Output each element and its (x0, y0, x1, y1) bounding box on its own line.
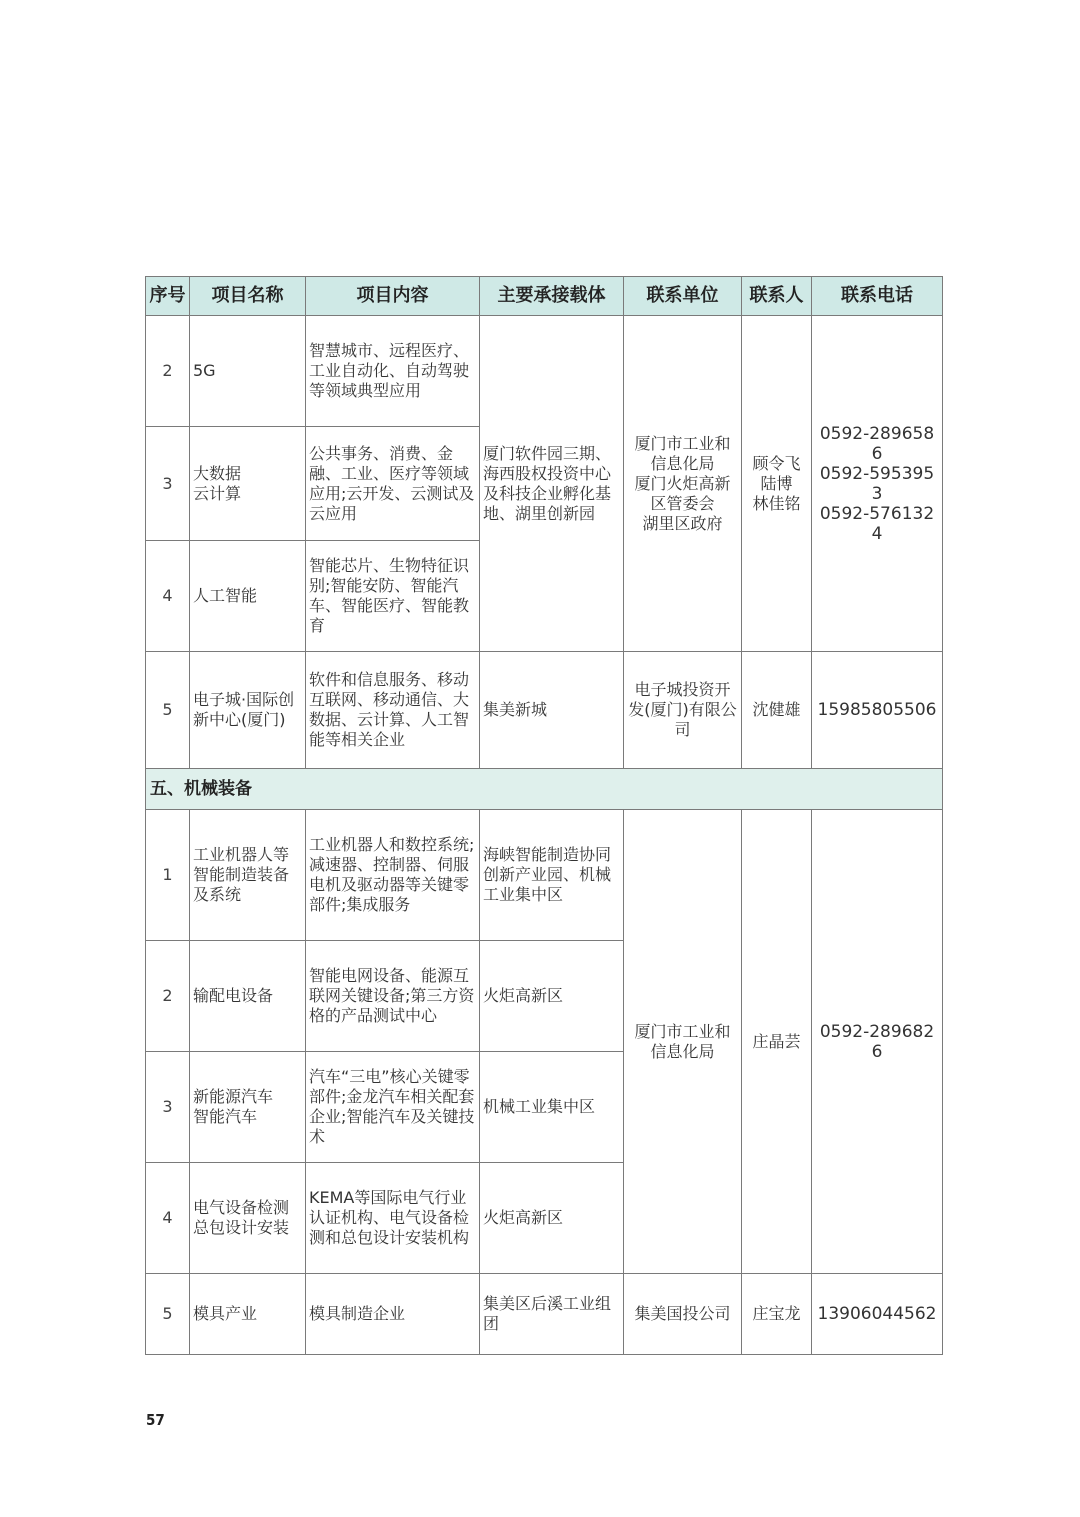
carrier: 火炬高新区 (480, 941, 624, 1052)
row-index: 2 (146, 316, 190, 427)
project-name: 人工智能 (190, 541, 306, 652)
carrier: 集美新城 (480, 652, 624, 769)
project-name: 输配电设备 (190, 941, 306, 1052)
project-name: 电子城·国际创新中心(厦门) (190, 652, 306, 769)
project-name: 电气设备检测总包设计安装 (190, 1163, 306, 1274)
contact-phone: 0592-2896826 (812, 810, 943, 1274)
project-name: 新能源汽车 智能汽车 (190, 1052, 306, 1163)
project-name: 大数据 云计算 (190, 427, 306, 541)
contact-phone: 13906044562 (812, 1274, 943, 1355)
contact-unit: 电子城投资开发(厦门)有限公司 (624, 652, 742, 769)
header-phone: 联系电话 (812, 277, 943, 316)
contact-unit: 厦门市工业和信息化局 厦门火炬高新区管委会 湖里区政府 (624, 316, 742, 652)
contact-person: 沈健雄 (742, 652, 812, 769)
section-title: 五、机械装备 (146, 769, 943, 810)
project-name: 工业机器人等智能制造装备及系统 (190, 810, 306, 941)
project-content: 工业机器人和数控系统;减速器、控制器、伺服电机及驱动器等关键零部件;集成服务 (306, 810, 480, 941)
row-index: 3 (146, 427, 190, 541)
row-index: 4 (146, 541, 190, 652)
project-name: 5G (190, 316, 306, 427)
project-content: 智能电网设备、能源互联网关键设备;第三方资格的产品测试中心 (306, 941, 480, 1052)
carrier: 火炬高新区 (480, 1163, 624, 1274)
contact-person: 庄晶芸 (742, 810, 812, 1274)
carrier: 厦门软件园三期、海西股权投资中心及科技企业孵化基地、湖里创新园 (480, 316, 624, 652)
table-row (146, 810, 943, 941)
row-index: 5 (146, 652, 190, 769)
header-project-name: 项目名称 (190, 277, 306, 316)
project-content: 汽车“三电”核心关键零部件;金龙汽车相关配套企业;智能汽车及关键技术 (306, 1052, 480, 1163)
table-row (146, 316, 943, 427)
header-index: 序号 (146, 277, 190, 316)
row-index: 3 (146, 1052, 190, 1163)
project-content: 模具制造企业 (306, 1274, 480, 1355)
header-carrier: 主要承接载体 (480, 277, 624, 316)
header-contact-unit: 联系单位 (624, 277, 742, 316)
carrier: 机械工业集中区 (480, 1052, 624, 1163)
project-content: 软件和信息服务、移动互联网、移动通信、大数据、云计算、人工智能等相关企业 (306, 652, 480, 769)
contact-person: 庄宝龙 (742, 1274, 812, 1355)
contact-person: 顾令飞 陆博 林佳铭 (742, 316, 812, 652)
project-content: 智能芯片、生物特征识别;智能安防、智能汽车、智能医疗、智能教育 (306, 541, 480, 652)
carrier: 海峡智能制造协同创新产业园、机械工业集中区 (480, 810, 624, 941)
row-index: 2 (146, 941, 190, 1052)
header-contact-person: 联系人 (742, 277, 812, 316)
contact-unit: 集美国投公司 (624, 1274, 742, 1355)
project-content: 智慧城市、远程医疗、工业自动化、自动驾驶等领域典型应用 (306, 316, 480, 427)
section-row (146, 769, 943, 810)
table-row (146, 1274, 943, 1355)
carrier: 集美区后溪工业组团 (480, 1274, 624, 1355)
header-project-content: 项目内容 (306, 277, 480, 316)
project-table (145, 276, 943, 1355)
row-index: 1 (146, 810, 190, 941)
project-content: 公共事务、消费、金融、工业、医疗等领域应用;云开发、云测试及云应用 (306, 427, 480, 541)
contact-unit: 厦门市工业和信息化局 (624, 810, 742, 1274)
row-index: 5 (146, 1274, 190, 1355)
contact-phone: 15985805506 (812, 652, 943, 769)
table-row (146, 652, 943, 769)
table-header-row (146, 277, 943, 316)
project-content: KEMA等国际电气行业认证机构、电气设备检测和总包设计安装机构 (306, 1163, 480, 1274)
project-name: 模具产业 (190, 1274, 306, 1355)
row-index: 4 (146, 1163, 190, 1274)
contact-phone: 0592-2896586 0592-5953953 0592-5761324 (812, 316, 943, 652)
page-number: 57 (146, 1411, 165, 1429)
